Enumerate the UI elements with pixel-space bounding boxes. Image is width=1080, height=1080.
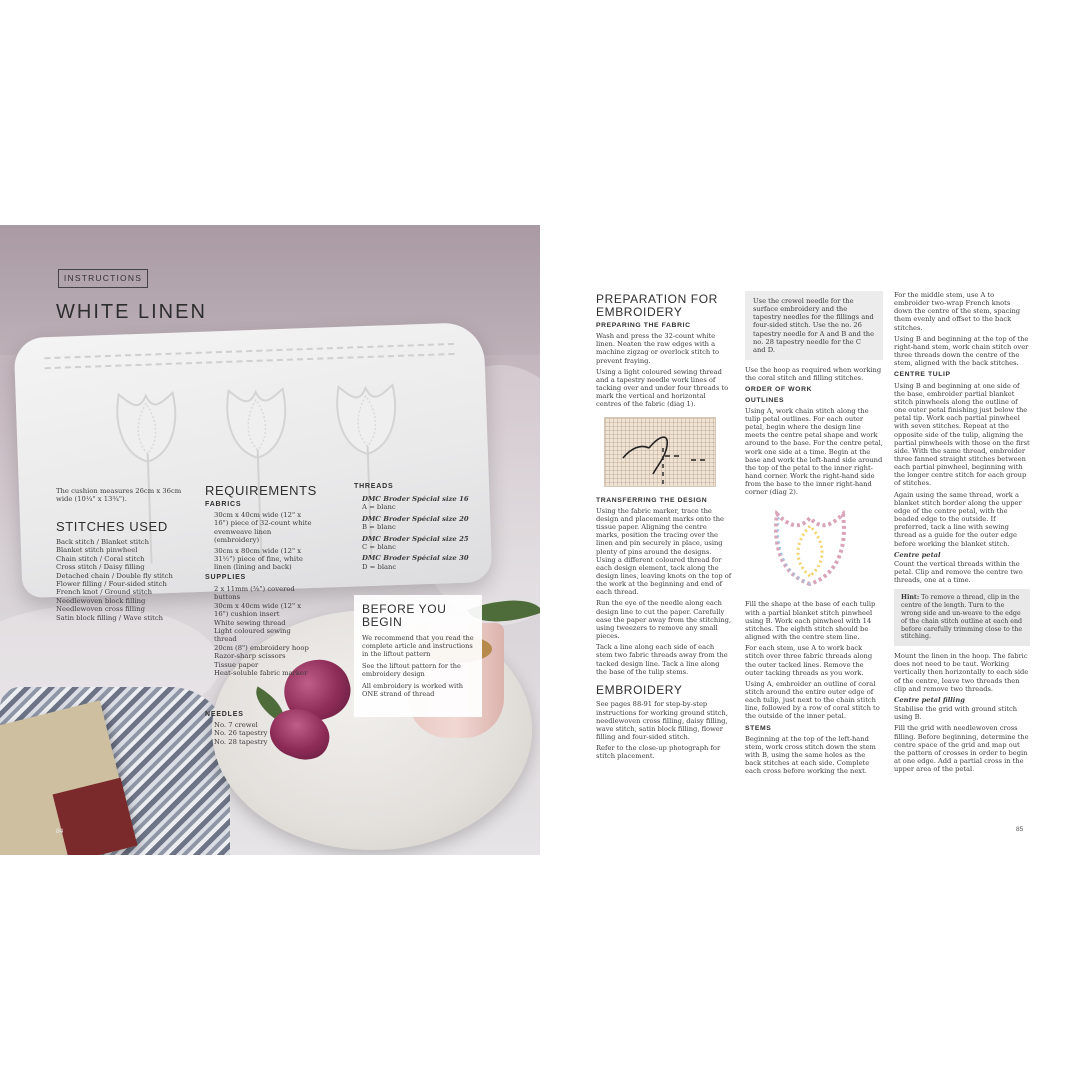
- text-column-3: [894, 291, 1030, 776]
- text-column-2: [745, 291, 883, 779]
- paragraph: Use the hoop as required when working the coral stitch and filling stitches.: [745, 366, 882, 383]
- fabrics-heading: FABRICS: [205, 501, 242, 508]
- supply-item: 2 x 11mm (⅜") covered buttons: [214, 585, 295, 602]
- hint-box: [894, 589, 1030, 646]
- thread-value: C = blanc: [362, 543, 396, 552]
- thread-value: B = blanc: [362, 523, 396, 532]
- thread-name: DMC Broder Spécial size 30: [362, 554, 469, 563]
- needle-item: No. 28 tapestry: [214, 737, 268, 746]
- stitch-item: Satin block filling / Wave stitch: [56, 613, 164, 622]
- paragraph: Using A, embroider an outline of coral stitch around the entire outer edge of each tulip, just next to the chain stitch line, followed by a row of coral stitch to the outside of the inner petal.: [745, 679, 880, 721]
- supply-item: White sewing thread: [214, 618, 286, 627]
- tulip-embroidery-left: [110, 382, 183, 464]
- before-paragraph: See the liftout pattern for the embroidery design: [362, 662, 461, 678]
- paragraph: Using a light coloured sewing thread and a tapestry needle work lines of tacking over and under four threads to mark the vertical and horizontal centres of the fabric (diag 1).: [596, 367, 729, 409]
- paragraph: Stabilise the grid with ground stitch using B.: [894, 705, 1018, 722]
- preparing-fabric-subheading: PREPARING THE FABRIC: [596, 322, 691, 329]
- stitch-item: Needlewoven cross filling: [56, 605, 145, 614]
- centre-petal-filling-subheading: Centre petal filling: [894, 695, 965, 704]
- paragraph: Run the eye of the needle along each design line to cut the paper. Carefully ease the paper away from the stitching, using tweezers to remove any small pieces.: [596, 599, 732, 641]
- needle-item: No. 26 tapestry: [214, 729, 268, 738]
- thread-value: A = blanc: [362, 503, 396, 512]
- paragraph: Using the fabric marker, trace the design and placement marks onto the tissue paper. Aligning the centre marks, position the tracing over the linen and pin securely in place, using plenty of pins around the designs. Using a different coloured thread for each design element, tack along the design lines, leaving knots on the top of the work at the beginning and end of each thread.: [596, 506, 732, 597]
- stems-subheading: STEMS: [745, 724, 772, 732]
- stitch-item: Detached chain / Double fly stitch: [56, 571, 173, 580]
- diagram-1-drawing: [605, 418, 717, 488]
- hint-label: Hint:: [901, 594, 920, 602]
- instructions-label: INSTRUCTIONS: [58, 269, 148, 288]
- preparation-heading: PREPARATION FOR EMBROIDERY: [596, 292, 718, 319]
- thread-name: DMC Broder Spécial size 16: [362, 495, 469, 503]
- before-paragraph: All embroidery is worked with ONE strand of thread: [362, 682, 463, 698]
- needle-info-box: Use the crewel needle for the surface embroidery and the tapestry needles for the fillings and four-sided stitch. Use the no. 26 tapestry needle for A and B and the no. 28 tapestry needle for the C and D.: [745, 291, 883, 360]
- supply-item: Razor-sharp scissors: [214, 652, 286, 661]
- paragraph: For each stem, use A to work back stitch over three fabric threads along the outer tacked lines. Remove the outer tacking threads as you work.: [745, 644, 873, 677]
- threads-heading: THREADS: [354, 483, 394, 490]
- paragraph: Wash and press the 32-count white linen. Neaten the raw edges with a machine zigzag or overlock stitch to prevent fraying.: [596, 332, 720, 365]
- before-paragraph: We recommend that you read the complete article and instructions in the liftout pattern: [362, 634, 474, 658]
- paragraph: Count the vertical threads within the petal. Clip and remove the centre two threads, one at a time.: [894, 559, 1023, 585]
- stitch-item: Flower filling / Four-sided stitch: [56, 580, 167, 589]
- tulip-embroidery-centre: [220, 379, 293, 461]
- supply-item: Heat-soluble fabric marker: [214, 669, 308, 678]
- transferring-design-subheading: TRANSFERRING THE DESIGN: [596, 496, 708, 504]
- centre-tulip-subheading: CENTRE TULIP: [894, 371, 951, 379]
- supply-item: Tissue paper: [214, 660, 259, 669]
- supplies-list: [214, 585, 314, 677]
- thread-value: D = blanc: [362, 562, 397, 571]
- stitch-item: Blanket stitch pinwheel: [56, 546, 138, 555]
- page-number-right: 85: [1016, 826, 1024, 833]
- cushion-size-note: The cushion measures 26cm x 36cm wide (10¼" x 13¾").: [56, 487, 182, 504]
- stitch-item: Back stitch / Blanket stitch: [56, 538, 149, 546]
- paragraph: Using A, work chain stitch along the tulip petal outlines. For each outer petal, begin where the design line meets the centre petal shape and work around to the base. For the centre petal, work one side at a time. Begin at the base and work the left-hand side around the top of the petal to the inner right-hand corner. Work the right-hand side from the base to the inner right-hand corner (diag 2).: [745, 406, 883, 497]
- diagram-1-tacking: [604, 417, 716, 487]
- centre-petal-subheading: Centre petal: [894, 550, 941, 559]
- paragraph: For the middle stem, use A to embroider two-wrap French knots down the centre of the stem, spacing them evenly and offset to the back stitches.: [894, 291, 1021, 332]
- stitch-item: French knot / Ground stitch: [56, 588, 152, 597]
- right-page-text: [540, 225, 1080, 855]
- thread-name: DMC Broder Spécial size 20: [362, 514, 469, 523]
- fabric-item: 30cm x 40cm wide (12" x 16") piece of 32-count white evenweave linen (embroidery): [214, 511, 312, 545]
- left-page-photo: [0, 225, 540, 855]
- before-you-begin-box: [354, 595, 482, 717]
- paragraph: Fill the shape at the base of each tulip with a partial blanket stitch pinwheel using B. Work each pinwheel with 14 stitches. The eighth stitch should be aligned with the centre stem line.: [745, 600, 876, 642]
- page-title: WHITE LINEN: [56, 301, 207, 323]
- paragraph: Using B and beginning at one side of the base, embroider partial blanket stitch pinwheels along the outline of one outer petal finishing just below the petal tip. Work each partial pinwheel with seven stitches. Repeat at the opposite side of the tulip, aligning the partial pinwheels with those on the first side. With the same thread, embroider three fanned straight stitches between each partial pinwheel, beginning with the longer centre stitch for each group of stitches.: [894, 381, 1030, 488]
- diagram-2-tulip-outline: [765, 502, 855, 592]
- fabric-item: 30cm x 80cm wide (12" x 31½") piece of fine, white linen (lining and back): [214, 546, 303, 572]
- needle-item: No. 7 crewel: [214, 721, 258, 729]
- needles-list: [214, 721, 268, 746]
- paragraph: Again using the same thread, work a blanket stitch border along the upper edge of the centre petal, with the beaded edge to the outside. If preferred, tack a line with sewing thread as a guide for the outer edge before working the blanket stitch.: [894, 490, 1022, 548]
- paragraph: Tack a line along each side of each stem two fabric threads away from the tacked design line. Tack a line along the base of the tulip stems.: [596, 643, 728, 676]
- stitch-item: Chain stitch / Coral stitch: [56, 554, 145, 563]
- magazine-spread: [0, 225, 1080, 855]
- order-of-work-subheading: ORDER OF WORK: [745, 386, 813, 394]
- paragraph: Beginning at the top of the left-hand stem, work cross stitch down the stem with B, using the same holes as the back stitches at each side. Complete each cross before working the next.: [745, 734, 876, 776]
- stitches-list: [56, 538, 173, 622]
- outlines-subheading: OUTLINES: [745, 396, 785, 404]
- needles-heading: NEEDLES: [205, 711, 244, 718]
- paragraph: Refer to the close-up photograph for stitch placement.: [596, 744, 721, 761]
- paragraph: See pages 88-91 for step-by-step instructions for working ground stitch, needlewoven cross filling, daisy filling, wave stitch, satin block filling, flower filling and four-sided stitch.: [596, 700, 728, 741]
- requirements-heading: REQUIREMENTS: [205, 483, 317, 498]
- threads-list: [362, 495, 482, 574]
- diagram-2-drawing: [765, 502, 855, 592]
- paragraph: Mount the linen in the hoop. The fabric does not need to be taut. Working vertically then horizontally to each side of the centre, leave two threads then clip and remove two threads.: [894, 652, 1029, 693]
- page-number-left: 84: [56, 828, 64, 835]
- fabrics-list: [214, 511, 314, 572]
- paragraph: Using B and beginning at the top of the right-hand stem, work chain stitch over three threads down the centre of the stem, aligned with the back stitches.: [894, 334, 1029, 368]
- thread-name: DMC Broder Spécial size 25: [362, 534, 469, 543]
- stitch-item: Needlewoven block filling: [56, 596, 146, 605]
- supplies-heading: SUPPLIES: [205, 574, 247, 581]
- stitches-heading: STITCHES USED: [56, 519, 168, 534]
- pillow-border: [44, 343, 454, 369]
- text-column-1: [596, 291, 732, 763]
- supply-item: 20cm (8") embroidery hoop: [214, 643, 309, 652]
- before-heading: BEFORE YOU BEGIN: [362, 602, 447, 629]
- supply-item: 30cm x 40cm wide (12" x 16") cushion insert: [214, 601, 302, 619]
- supply-item: Light coloured sewing thread: [214, 627, 291, 644]
- hint-text: To remove a thread, clip in the centre of the length. Turn to the wrong side and un-weave to the edge of the chain stitch outline at each end before carefully trimming close to the stitching.: [901, 594, 1023, 641]
- paragraph: Fill the grid with needlewoven cross filling. Before beginning, determine the centre space of the grid and map out the pattern of crosses in order to begin at one edge. Add a partial cross in the upper area of the petal.: [894, 724, 1029, 774]
- tulip-embroidery-right: [330, 375, 403, 457]
- embroidery-heading: EMBROIDERY: [596, 682, 683, 697]
- stitch-item: Cross stitch / Daisy filling: [56, 563, 145, 572]
